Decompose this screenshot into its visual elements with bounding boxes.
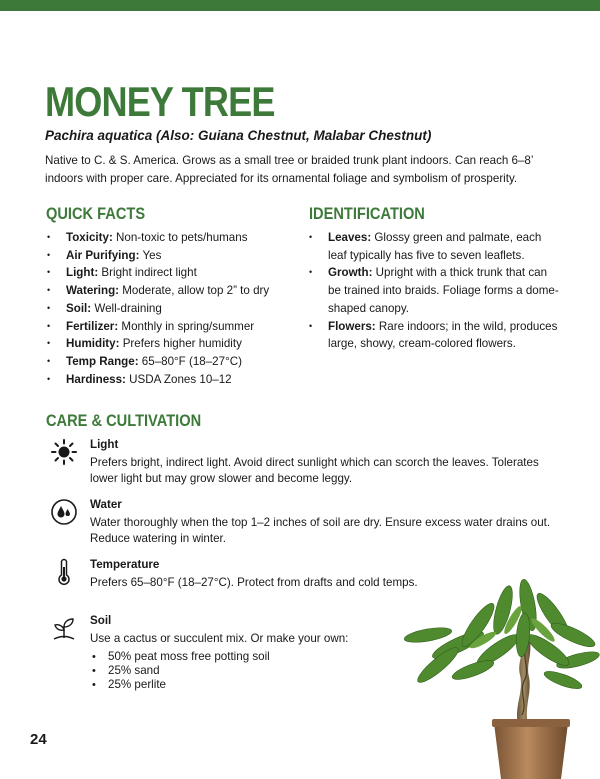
quick-facts-heading: QUICK FACTS <box>46 204 146 223</box>
fact-air-purifying: • Air Purifying: Yes <box>47 247 297 265</box>
identification-list <box>309 229 559 353</box>
thermometer-icon <box>50 558 78 586</box>
id-flowers: • Flowers: Rare indoors; in the wild, produces large, showy, cream-colored flowers. <box>309 318 559 353</box>
top-accent-bar <box>0 0 600 11</box>
care-soil-text: Use a cactus or succulent mix. Or make your own: <box>90 632 349 645</box>
soil-mix-item: • 25% sand <box>90 664 270 678</box>
care-temperature-text: Prefers 65–80°F (18–27°C). Protect from drafts and cold temps. <box>90 576 418 589</box>
page-number: 24 <box>30 731 47 748</box>
care-water-text: Water thoroughly when the top 1–2 inches of soil are dry. Ensure excess water drains out. Reduce watering in winter. <box>90 516 551 545</box>
id-growth: • Growth: Upright with a thick trunk that can be trained into braids. Foliage forms a dome-shaped canopy. <box>309 264 559 317</box>
fact-humidity: • Humidity: Prefers higher humidity <box>47 335 297 353</box>
care-heading: CARE & CULTIVATION <box>46 411 202 430</box>
care-light-text: Prefers bright, indirect light. Avoid direct sunlight which can scorch the leaves. Tolerates lower light but may grow slower and become leggy. <box>90 456 539 485</box>
soil-mix-item: • 25% perlite <box>90 678 270 692</box>
intro-paragraph: Native to C. & S. America. Grows as a small tree or braided trunk plant indoors. Can reach 6–8’ indoors with proper care. Appreciated for its ornamental foliage and symbolism of prosperity. <box>45 154 534 185</box>
scientific-name: Pachira aquatica (Also: Guiana Chestnut, Malabar Chestnut) <box>45 128 432 143</box>
fact-hardiness: • Hardiness: USDA Zones 10–12 <box>47 371 297 389</box>
seedling-icon <box>50 614 78 642</box>
id-leaves: • Leaves: Glossy green and palmate, each leaf typically has five to seven leaflets. <box>309 229 559 264</box>
page-title: MONEY TREE <box>45 78 275 125</box>
money-tree-plant-image <box>398 575 600 779</box>
care-water-title: Water <box>90 498 122 511</box>
sun-icon <box>50 438 78 466</box>
water-drop-icon <box>50 498 78 526</box>
fact-watering: • Watering: Moderate, allow top 2” to dry <box>47 282 297 300</box>
care-temperature-title: Temperature <box>90 558 160 571</box>
fact-temp-range: • Temp Range: 65–80°F (18–27°C) <box>47 353 297 371</box>
care-soil-title: Soil <box>90 614 112 627</box>
fact-toxicity: • Toxicity: Non-toxic to pets/humans <box>47 229 297 247</box>
fact-fertilizer: • Fertilizer: Monthly in spring/summer <box>47 318 297 336</box>
soil-mix-list <box>90 650 270 692</box>
identification-heading: IDENTIFICATION <box>309 204 425 223</box>
fact-light: • Light: Bright indirect light <box>47 264 297 282</box>
care-light-title: Light <box>90 438 119 451</box>
quick-facts-list <box>47 229 297 388</box>
fact-soil: • Soil: Well-draining <box>47 300 297 318</box>
soil-mix-item: • 50% peat moss free potting soil <box>90 650 270 664</box>
